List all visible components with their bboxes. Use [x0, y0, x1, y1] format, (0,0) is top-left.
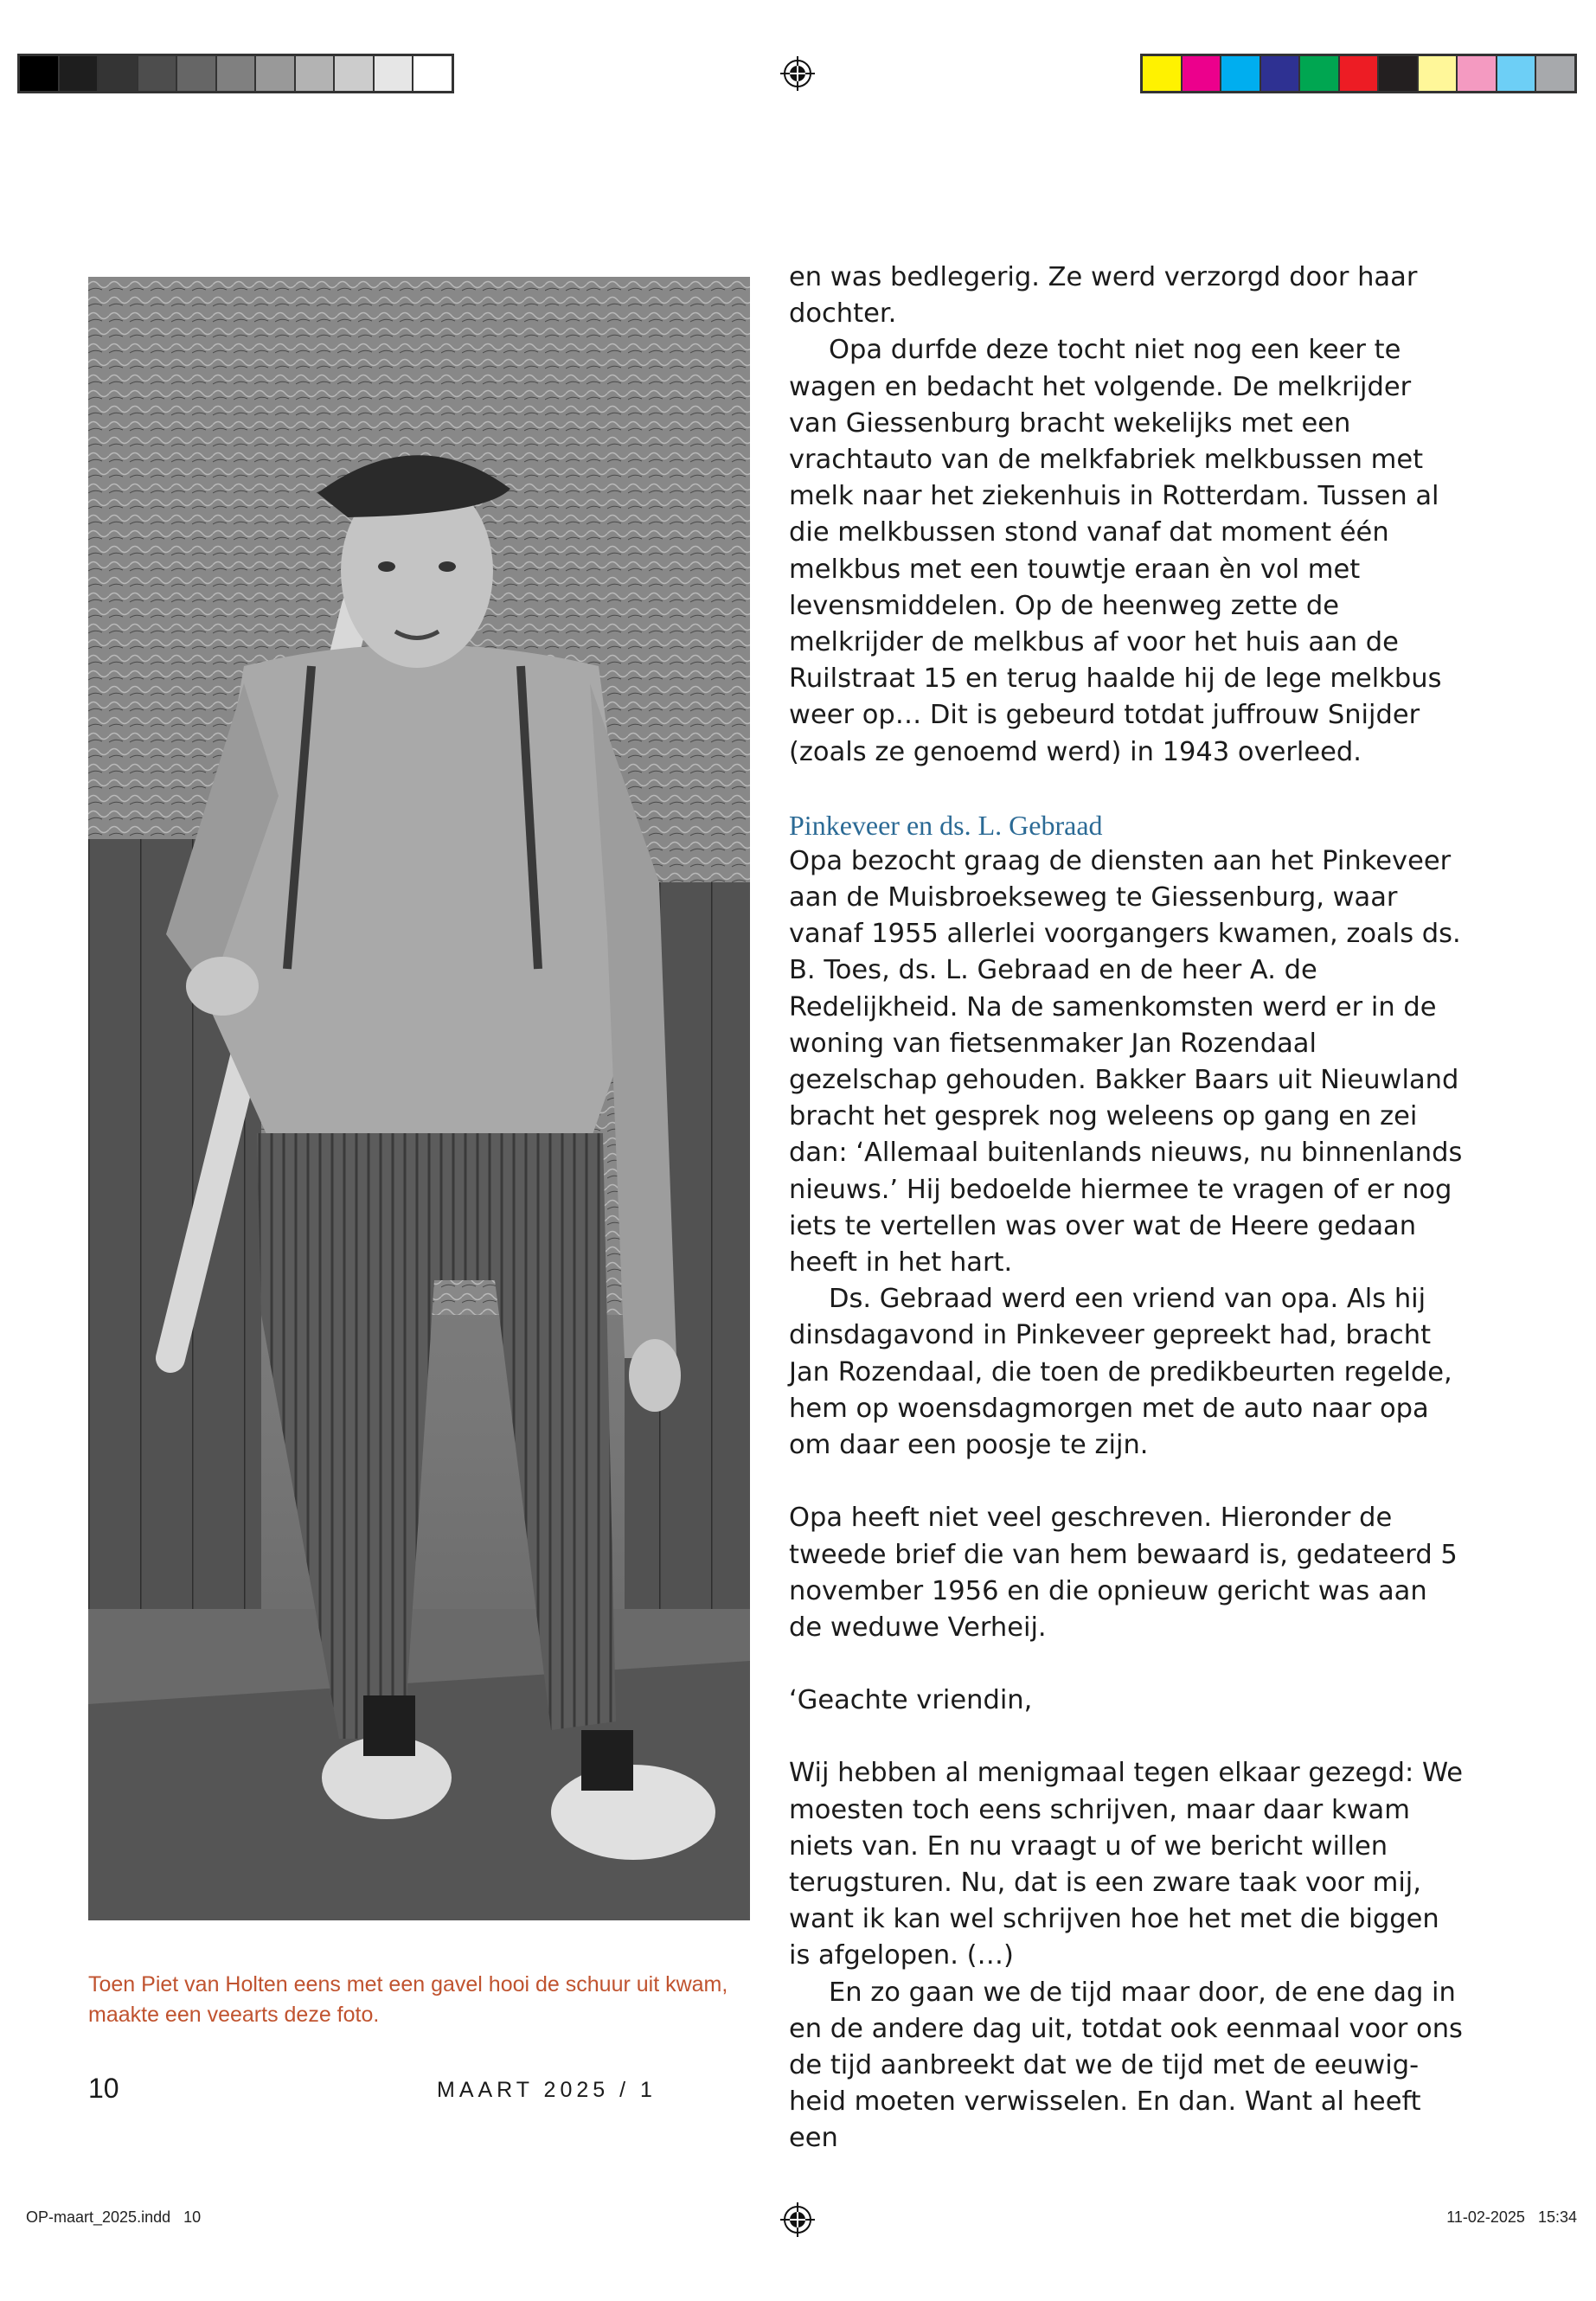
color-swatch-6 — [1340, 56, 1380, 91]
slug-timestamp: 11-02-2025 15:34 — [1446, 2208, 1577, 2226]
registration-mark-bottom — [780, 2202, 815, 2237]
color-swatch-1 — [1143, 56, 1183, 91]
grayscale-color-bar — [17, 54, 454, 93]
gray-swatch-1 — [20, 56, 60, 91]
article-column — [789, 260, 1464, 2157]
color-swatch-3 — [1221, 56, 1261, 91]
photo-caption: Toen Piet van Holten eens met een gavel hooi de schuur uit kwam, maakte een veearts deze foto. — [88, 1972, 728, 2027]
farmer-illustration — [88, 277, 750, 1920]
page-number: 10 — [88, 2073, 119, 2104]
gray-swatch-2 — [60, 56, 99, 91]
paragraph-bedlegerig: en was bedlegerig. Ze werd verzorgd door haar dochter. — [789, 262, 1418, 330]
registration-mark-top — [780, 56, 815, 91]
gray-swatch-11 — [413, 56, 452, 91]
color-swatch-11 — [1536, 56, 1574, 91]
paragraph-brief-intro: Opa heeft niet veel geschreven. Hieronder de tweede brief die van hem bewaard is, gedateerd 5 november 1956 en die opnieuw gericht was aan de weduwe Verheij. — [789, 1503, 1458, 1643]
color-swatch-2 — [1183, 56, 1222, 91]
color-swatch-4 — [1261, 56, 1301, 91]
gray-swatch-9 — [335, 56, 375, 91]
slug-filename: OP-maart_2025.indd 10 — [26, 2208, 202, 2226]
section-heading: Pinkeveer en ds. L. Gebraad — [789, 809, 1103, 841]
color-swatch-5 — [1300, 56, 1340, 91]
color-swatch-9 — [1458, 56, 1497, 91]
gray-swatch-6 — [217, 56, 257, 91]
gray-swatch-7 — [256, 56, 296, 91]
gray-swatch-8 — [296, 56, 336, 91]
paragraph-pinkeveer: Opa bezocht graag de diensten aan het Pinkeveer aan de Muisbroekseweg te Giessenburg, waar vanaf 1955 allerlei voorgangers kwamen, zoals ds. B. Toes, ds. L. Gebraad en de heer A. de Redelijkheid. Na de samenkomsten werd er in de woning van fietsenmaker Jan Rozendaal gezelschap gehouden. Bakker Baars uit Nieuwland bracht het gesprek nog weleens op gang en zei dan: ‘Allemaal buitenlands nieuws, nu binnenlands nieuws.’ Hij bedoelde hiermee te vragen of er nog iets te vertellen was over wat de Heere gedaan heeft in het hart. — [789, 845, 1463, 1279]
color-swatch-8 — [1419, 56, 1458, 91]
gray-swatch-10 — [375, 56, 414, 91]
paragraph-gebraad: Ds. Gebraad werd een vriend van opa. Als hij dinsdagavond in Pinkeveer gepreekt had, bracht Jan Rozendaal, die toen de predikbeurten regelde, hem op woensdagmorgen met de auto naar opa om daar een poosje te zijn. — [789, 1284, 1452, 1461]
color-swatch-10 — [1497, 56, 1537, 91]
gray-swatch-5 — [177, 56, 217, 91]
letter-paragraph-2: En zo gaan we de tijd maar door, de ene dag in en de andere dag uit, totdat ook eenmaal voor ons de tijd aanbreekt dat we de tijd met de eeuwigheid moeten verwisselen. En dan. Want al heeft een — [789, 1977, 1463, 2154]
issue-label: MAART 2025 / 1 — [437, 2078, 657, 2102]
gray-swatch-3 — [99, 56, 138, 91]
letter-salutation: ‘Geachte vriendin, — [789, 1685, 1033, 1716]
color-swatch-7 — [1379, 56, 1419, 91]
letter-paragraph-1: Wij hebben al menigmaal tegen elkaar gezegd: We moesten toch eens schrijven, maar daar kwam niets van. En nu vraagt u of we bericht willen terugsturen. Nu, dat is een zware taak voor mij, want ik kan wel schrijven hoe het met die biggen is afgelopen. (…) — [789, 1758, 1464, 1971]
process-color-bar — [1140, 54, 1577, 93]
gray-swatch-4 — [138, 56, 178, 91]
farmer-photo — [88, 277, 750, 1920]
paragraph-melkbus: Opa durfde deze tocht niet nog een keer te wagen en bedacht het volgende. De melkrijder van Giessenburg bracht wekelijks met een vrachtauto van de melkfabriek melkbussen met melk naar het ziekenhuis in Rotterdam. Tussen al die melkbussen stond vanaf dat moment één melkbus met een touwtje eraan èn vol met levensmiddelen. Op de heenweg zette de melkrijder de melkbus af voor het huis aan de Ruilstraat 15 en terug haalde hij de lege melkbus weer op… Dit is gebeurd totdat juffrouw Snijder (zoals ze genoemd werd) in 1943 overleed. — [789, 335, 1442, 767]
